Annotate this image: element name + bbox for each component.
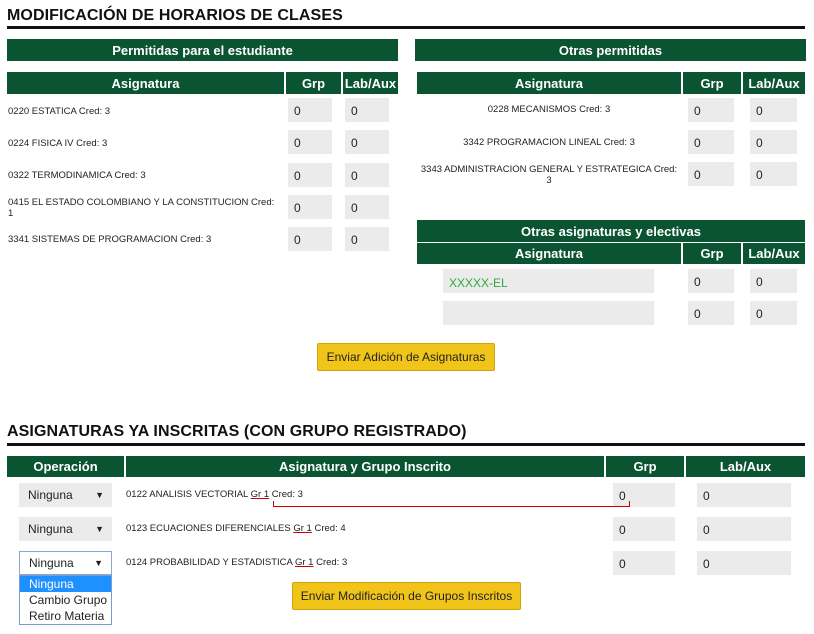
elective-lab-input[interactable]: 0	[750, 301, 797, 325]
electives-col-lab: Lab/Aux	[743, 243, 805, 264]
allowed-row-lab-input[interactable]: 0	[345, 130, 389, 154]
other-allowed-col-subject: Asignatura	[417, 72, 681, 94]
allowed-row-subject: 0322 TERMODINAMICA Cred: 3	[8, 170, 146, 181]
electives-panel-title: Otras asignaturas y electivas	[417, 220, 805, 242]
allowed-row-grp-input[interactable]: 0	[288, 130, 332, 154]
allowed-row-lab-input[interactable]: 0	[345, 227, 389, 251]
chevron-down-icon: ▼	[94, 558, 103, 568]
operation-select-value: Ninguna	[28, 488, 73, 502]
allowed-row-grp-input[interactable]: 0	[288, 98, 332, 122]
submit-modify-button[interactable]: Enviar Modificación de Grupos Inscritos	[292, 582, 521, 610]
operation-select-value: Ninguna	[28, 522, 73, 536]
allowed-row-grp-input[interactable]: 0	[288, 227, 332, 251]
allowed-row-subject: 0415 EL ESTADO COLOMBIANO Y LA CONSTITUCION Cred: 1	[8, 197, 275, 219]
enrolled-section-title: ASIGNATURAS YA INSCRITAS (CON GRUPO REGISTRADO)	[7, 423, 467, 440]
other-allowed-col-grp: Grp	[683, 72, 741, 94]
chevron-down-icon: ▼	[95, 490, 104, 500]
other-allowed-row-subject: 3342 PROGRAMACION LINEAL Cred: 3	[463, 137, 635, 148]
allowed-col-grp: Grp	[286, 72, 341, 94]
other-allowed-row-grp-input[interactable]: 0	[688, 98, 734, 122]
enrolled-lab-input[interactable]: 0	[697, 551, 791, 575]
page-title: MODIFICACIÓN DE HORARIOS DE CLASES	[7, 7, 343, 24]
other-allowed-panel-title: Otras permitidas	[415, 39, 806, 61]
elective-lab-input[interactable]: 0	[750, 269, 797, 293]
elective-grp-input[interactable]: 0	[688, 269, 734, 293]
other-allowed-row-lab-input[interactable]: 0	[750, 130, 797, 154]
elective-grp-input[interactable]: 0	[688, 301, 734, 325]
enrolled-col-subject: Asignatura y Grupo Inscrito	[126, 456, 604, 477]
other-allowed-row-lab-input[interactable]: 0	[750, 162, 797, 186]
enrolled-row-subject: 0124 PROBABILIDAD Y ESTADISTICA Gr 1 Cred: 3	[126, 557, 348, 568]
enrolled-col-lab: Lab/Aux	[686, 456, 805, 477]
operation-option[interactable]: Cambio Grupo	[29, 593, 108, 607]
other-allowed-row-lab-input[interactable]: 0	[750, 98, 797, 122]
other-allowed-row-subject: 3343 ADMINISTRACION GENERAL Y ESTRATEGICA Cred: 3	[420, 164, 678, 186]
enrolled-col-operation: Operación	[7, 456, 124, 477]
enrolled-row-subject: 0123 ECUACIONES DIFERENCIALES Gr 1 Cred: 4	[126, 523, 346, 534]
operation-option[interactable]: Ninguna	[20, 576, 111, 592]
title-divider	[7, 26, 805, 29]
allowed-row-subject: 3341 SISTEMAS DE PROGRAMACION Cred: 3	[8, 234, 212, 245]
submit-add-button[interactable]: Enviar Adición de Asignaturas	[317, 343, 495, 371]
enrolled-divider	[7, 443, 805, 446]
operation-dropdown-list	[19, 575, 112, 625]
operation-select[interactable]	[19, 551, 112, 575]
allowed-table-header	[7, 72, 398, 94]
elective-subject-input[interactable]	[443, 301, 654, 325]
other-allowed-row-grp-input[interactable]: 0	[688, 162, 734, 186]
allowed-row-grp-input[interactable]: 0	[288, 163, 332, 187]
allowed-col-lab: Lab/Aux	[343, 72, 398, 94]
group-link-line	[629, 501, 630, 507]
other-allowed-col-lab: Lab/Aux	[743, 72, 805, 94]
allowed-row-lab-input[interactable]: 0	[345, 195, 389, 219]
allowed-row-lab-input[interactable]: 0	[345, 98, 389, 122]
operation-select[interactable]	[19, 483, 112, 507]
operation-option[interactable]: Retiro Materia	[29, 609, 105, 623]
other-allowed-table-header	[417, 72, 805, 94]
other-allowed-row-subject: 0228 MECANISMOS Cred: 3	[487, 104, 611, 115]
enrolled-grp-input[interactable]: 0	[613, 517, 675, 541]
allowed-col-subject: Asignatura	[7, 72, 284, 94]
group-link-line	[273, 506, 630, 507]
enrolled-grp-input[interactable]: 0	[613, 483, 675, 507]
enrolled-lab-input[interactable]: 0	[697, 483, 791, 507]
allowed-panel-title: Permitidas para el estudiante	[7, 39, 398, 61]
other-allowed-row-grp-input[interactable]: 0	[688, 130, 734, 154]
enrolled-col-grp: Grp	[606, 456, 684, 477]
enrolled-grp-input[interactable]: 0	[613, 551, 675, 575]
operation-select[interactable]	[19, 517, 112, 541]
enrolled-row-subject: 0122 ANALISIS VECTORIAL Gr 1 Cred: 3	[126, 489, 303, 500]
operation-select-value: Ninguna	[29, 556, 74, 570]
enrolled-lab-input[interactable]: 0	[697, 517, 791, 541]
enrolled-table-header	[7, 456, 805, 477]
electives-col-grp: Grp	[683, 243, 741, 264]
allowed-row-lab-input[interactable]: 0	[345, 163, 389, 187]
elective-subject-input[interactable]: XXXXX-EL	[443, 269, 654, 293]
allowed-row-subject: 0224 FISICA IV Cred: 3	[8, 138, 108, 149]
electives-table-header	[417, 243, 805, 264]
allowed-row-grp-input[interactable]: 0	[288, 195, 332, 219]
electives-col-subject: Asignatura	[417, 243, 681, 264]
chevron-down-icon: ▼	[95, 524, 104, 534]
allowed-row-subject: 0220 ESTATICA Cred: 3	[8, 106, 111, 117]
